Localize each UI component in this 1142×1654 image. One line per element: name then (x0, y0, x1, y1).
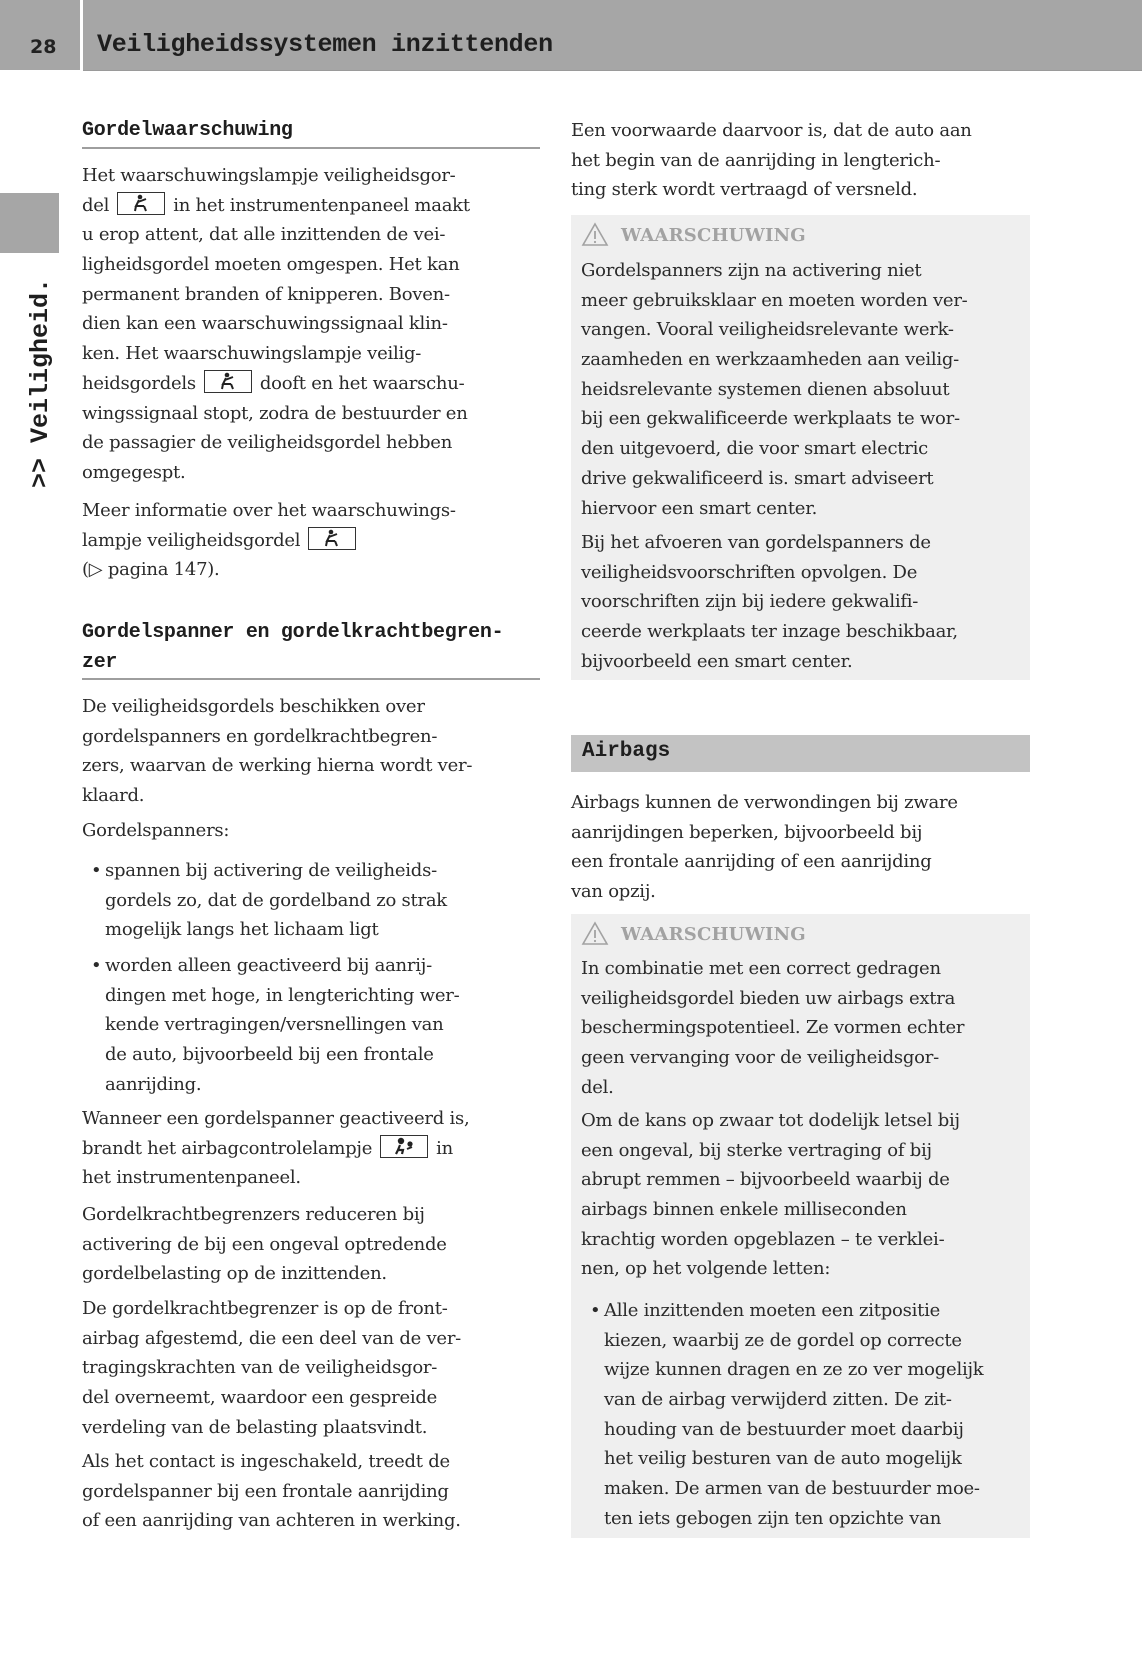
text-line: abrupt remmen – bijvoorbeeld waarbij de (581, 1169, 950, 1191)
text-line: meer gebruiksklaar en moeten worden ver- (581, 289, 968, 311)
warning-triangle-icon (581, 222, 609, 247)
text-line: In combinatie met een correct gedragen (581, 958, 941, 979)
paragraph (82, 816, 542, 846)
text-line: van opzij. (571, 881, 656, 903)
text-line: drive gekwalificeerd is. smart adviseert (581, 467, 934, 489)
text-line: ligheidsgordel moeten omgespen. Het kan (82, 254, 460, 276)
text-segment: dooft en het waarschu- (259, 372, 465, 394)
text-line: dingen met hoge, in lengterichting wer- (105, 984, 460, 1006)
text-line: gordelspanner bij een frontale aanrijding (82, 1480, 449, 1502)
text-line: het instrumentenpaneel. (82, 1167, 301, 1189)
warning-triangle-icon (581, 921, 609, 946)
section-heading-airbags (571, 735, 1030, 772)
heading-rule (82, 147, 540, 149)
bullet-item (91, 951, 460, 1099)
paragraph (82, 161, 542, 488)
text-line (82, 1134, 542, 1164)
text-segment: brandt het airbagcontrolelampje (82, 1137, 373, 1159)
bullet-text (105, 856, 447, 945)
text-line: kiezen, waarbij ze de gordel op correcte (604, 1329, 962, 1351)
text-line: zaamheden en werkzaamheden aan veilig- (581, 349, 960, 371)
bullet-icon: • (91, 860, 102, 881)
text-line: heidsrelevante systemen dienen absoluut (581, 378, 950, 400)
bullet-icon: • (590, 1300, 601, 1321)
text-line: dien kan een waarschuwingssignaal klin- (82, 313, 448, 335)
text-line: klaard. (82, 785, 145, 807)
warning-paragraph (581, 256, 1021, 523)
text-line: u erop attent, dat alle inzittenden de vei- (82, 224, 446, 246)
text-line: gordelbelasting op de inzittenden. (82, 1263, 387, 1285)
warning-title: WAARSCHUWING (621, 924, 806, 945)
text-line: kende vertragingen/versnellingen van (105, 1014, 444, 1036)
text-line: nen, op het volgende letten: (581, 1258, 831, 1280)
airbag-icon (380, 1135, 428, 1158)
text-line: zer (82, 650, 118, 674)
text-line: maken. De armen van de bestuurder moe- (604, 1478, 980, 1500)
text-line: ten iets gebogen zijn ten opzichte van (604, 1507, 942, 1529)
text-line: hiervoor een smart center. (581, 497, 818, 519)
text-line (82, 526, 542, 556)
text-line: Als het contact is ingeschakeld, treedt de (82, 1451, 450, 1472)
warning-header (581, 222, 806, 247)
text-line: den uitgevoerd, die voor smart electric (581, 438, 928, 460)
text-line: (▷ pagina 147). (82, 559, 220, 581)
text-line: Gordelspanners zijn na activering niet (581, 260, 922, 281)
seatbelt-icon (204, 370, 252, 393)
paragraph (82, 1447, 542, 1536)
text-line: veiligheidsgordel bieden uw airbags extra (581, 987, 956, 1009)
text-line: Alle inzittenden moeten een zitpositie (604, 1300, 941, 1321)
text-line: beschermingspotentieel. Ze vormen echter (581, 1017, 965, 1039)
text-line: worden alleen geactiveerd bij aanrij- (105, 955, 432, 976)
page-header (83, 0, 1142, 71)
section-tab-label: >> Veiligheid. (26, 277, 55, 488)
text-line: een frontale aanrijding of een aanrijding (571, 851, 932, 873)
text-line: het begin van de aanrijding in lengterich- (571, 149, 941, 171)
text-line: gordels zo, dat de gordelband zo strak (105, 889, 447, 911)
paragraph (82, 1104, 542, 1193)
warning-paragraph (581, 954, 1021, 1102)
text-line: Airbags kunnen de verwondingen bij zware (571, 792, 958, 813)
text-line: aanrijdingen beperken, bijvoorbeeld bij (571, 821, 923, 843)
text-segment: lampje veiligheidsgordel (82, 529, 301, 551)
text-line: Meer informatie over het waarschuwings- (82, 500, 456, 521)
text-line: mogelijk langs het lichaam ligt (105, 919, 379, 941)
warning-title: WAARSCHUWING (621, 225, 806, 246)
text-line: ting sterk wordt vertraagd of versneld. (571, 179, 918, 201)
text-line: Bij het afvoeren van gordelspanners de (581, 532, 931, 553)
text-segment: del (82, 194, 110, 216)
text-line: of een aanrijding van achteren in werking. (82, 1510, 461, 1532)
text-line: Gordelspanner en gordelkrachtbegren- (82, 621, 504, 644)
text-line: Om de kans op zwaar tot dodelijk letsel bij (581, 1110, 960, 1131)
page-number-box (0, 0, 80, 70)
text-line: vangen. Vooral veiligheidsrelevante werk- (581, 319, 954, 341)
bullet-item (91, 856, 447, 945)
text-segment: in het instrumentenpaneel maakt (173, 194, 470, 216)
text-line: ceerde werkplaats ter inzage beschikbaar, (581, 621, 958, 643)
text-line: bij een gekwalificeerde werkplaats te wor- (581, 408, 960, 430)
text-line: voorschriften zijn bij iedere gekwalifi- (581, 591, 919, 613)
text-line: krachtig worden opgeblazen – te verklei- (581, 1228, 945, 1250)
heading-rule (82, 678, 540, 680)
text-line: De veiligheidsgordels beschikken over (82, 696, 425, 717)
section-heading-gordelspanner (82, 619, 542, 678)
text-line: permanent branden of knipperen. Boven- (82, 283, 450, 305)
text-line: wijze kunnen dragen en ze zo ver mogelijk (604, 1359, 984, 1381)
airbags-heading-text: Airbags (582, 740, 671, 763)
text-line: spannen bij activering de veiligheids- (105, 860, 437, 881)
text-line: wingssignaal stopt, zodra de bestuurder en (82, 402, 468, 424)
paragraph (82, 692, 542, 811)
text-line: Gordelkrachtbegrenzers reduceren bij (82, 1204, 425, 1225)
text-line: activering de bij een ongeval optredende (82, 1233, 447, 1255)
seatbelt-icon (308, 527, 356, 550)
text-line: Een voorwaarde daarvoor is, dat de auto aan (571, 120, 972, 141)
text-line: de auto, bijvoorbeeld bij een frontale (105, 1044, 434, 1066)
text-line: gordelspanners en gordelkrachtbegren- (82, 725, 438, 747)
text-line (82, 191, 542, 221)
bullet-item (590, 1296, 984, 1534)
text-segment: heidsgordels (82, 372, 196, 394)
text-line: del overneemt, waardoor een gespreide (82, 1387, 438, 1409)
text-line: ken. Het waarschuwingslampje veilig- (82, 343, 422, 365)
warning-paragraph (581, 1106, 1021, 1284)
text-line: airbags binnen enkele milliseconden (581, 1199, 907, 1221)
bullet-text (604, 1296, 983, 1534)
bullet-icon: • (91, 955, 102, 976)
text-line: bijvoorbeeld een smart center. (581, 650, 853, 672)
text-line: Wanneer een gordelspanner geactiveerd is, (82, 1108, 470, 1129)
text-line: aanrijding. (105, 1073, 202, 1095)
text-line: omgegespt. (82, 461, 186, 483)
text-line: veiligheidsvoorschriften opvolgen. De (581, 561, 918, 583)
text-line: een ongeval, bij sterke vertraging of bij (581, 1139, 932, 1161)
text-line: del. (581, 1076, 614, 1098)
paragraph (571, 116, 972, 205)
text-segment: in (436, 1137, 454, 1159)
paragraph (82, 1294, 542, 1442)
text-line: De gordelkrachtbegrenzer is op de front- (82, 1298, 448, 1319)
paragraph (82, 1200, 542, 1289)
warning-paragraph (581, 528, 1021, 676)
page-number: 28 (30, 36, 57, 58)
text-line: geen vervanging voor de veiligheidsgor- (581, 1047, 939, 1069)
text-line: Gordelspanners: (82, 820, 230, 841)
text-line: houding van de bestuurder moet daarbij (604, 1418, 964, 1440)
text-line: zers, waarvan de werking hierna wordt ver- (82, 755, 473, 777)
text-line: de passagier de veiligheidsgordel hebben (82, 432, 453, 454)
seatbelt-icon (117, 192, 165, 215)
text-line: van de airbag verwijderd zitten. De zit- (604, 1389, 952, 1411)
text-line: het veilig besturen van de auto mogelijk (604, 1448, 962, 1470)
text-line: airbag afgestemd, die een deel van de ver- (82, 1327, 462, 1349)
section-heading-gordelwaarschuwing: Gordelwaarschuwing (82, 119, 293, 142)
paragraph (82, 496, 542, 585)
text-line: tragingskrachten van de veiligheidsgor- (82, 1357, 438, 1379)
page-title: Veiligheidssystemen inzittenden (97, 30, 553, 59)
warning-header (581, 921, 806, 946)
bullet-text (105, 951, 459, 1099)
text-line (82, 369, 542, 399)
section-tab-marker (0, 193, 59, 253)
text-line: verdeling van de belasting plaatsvindt. (82, 1416, 428, 1438)
paragraph (571, 788, 958, 907)
text-line: Het waarschuwingslampje veiligheidsgor- (82, 165, 456, 186)
